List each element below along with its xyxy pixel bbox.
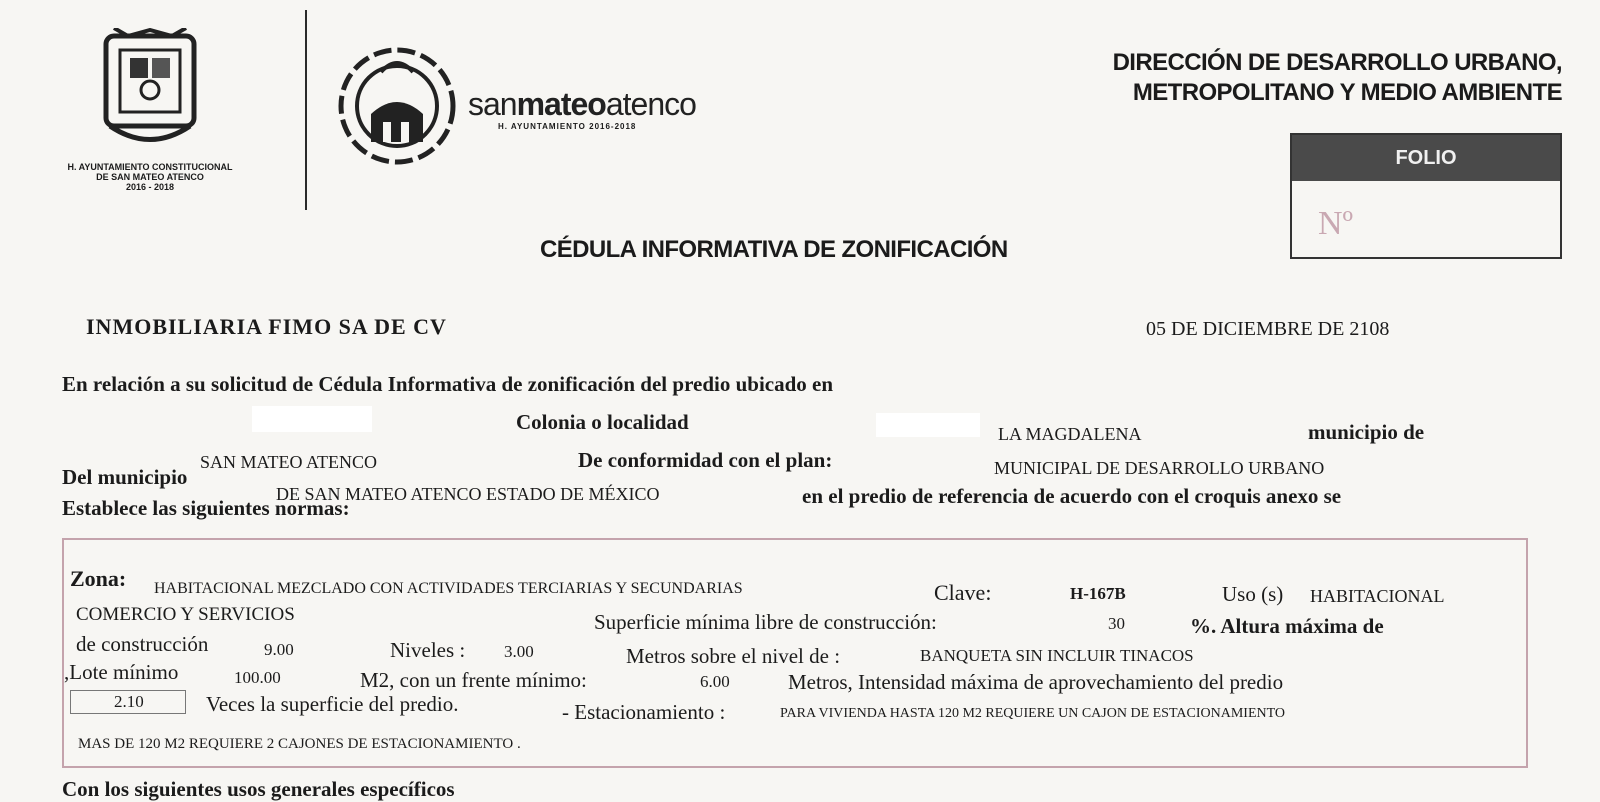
wordmark-subtitle: H. AYUNTAMIENTO 2016-2018 xyxy=(498,122,637,131)
del-municipio-label: Del municipio xyxy=(62,465,188,489)
caption-line: DE SAN MATEO ATENCO xyxy=(96,172,204,182)
frente-value: 6.00 xyxy=(700,672,730,691)
cut-off-text: Con los siguientes usos generales específicos xyxy=(62,777,455,801)
colonia-value: LA MAGDALENA xyxy=(998,424,1142,444)
wordmark-part: mateo xyxy=(516,86,606,122)
veces-label: Veces la superficie del predio. xyxy=(206,692,459,716)
metros-nivel-value: BANQUETA SIN INCLUIR TINACOS xyxy=(920,646,1194,665)
lote-label: ,Lote mínimo xyxy=(64,660,179,684)
predio-text: en el predio de referencia de acuerdo con el croquis anexo se xyxy=(802,484,1342,508)
redaction xyxy=(252,406,372,432)
frente-label: M2, con un frente mínimo: xyxy=(360,668,587,692)
construccion-value: 9.00 xyxy=(264,640,294,659)
colonia-label: Colonia o localidad xyxy=(516,410,689,434)
intro-line: En relación a su solicitud de Cédula Informativa de zonificación del predio ubicado en xyxy=(62,372,834,396)
document-date: 05 DE DICIEMBRE DE 2108 xyxy=(1146,318,1390,340)
department-line: METROPOLITANO Y MEDIO AMBIENTE xyxy=(1132,79,1562,106)
redaction xyxy=(876,413,980,437)
folio-number: Nº xyxy=(1318,205,1354,242)
estacionamiento-label: - Estacionamiento : xyxy=(562,700,726,724)
folio-box xyxy=(1290,133,1562,259)
construccion-label: de construcción xyxy=(76,632,209,656)
establece-text: Establece las siguientes normas: xyxy=(62,496,350,520)
clave-value: H-167B xyxy=(1070,584,1126,603)
zona-label: Zona: xyxy=(70,566,127,591)
veces-value: 2.10 xyxy=(114,692,144,711)
intensidad-label: Metros, Intensidad máxima de aprovechamiento del predio xyxy=(788,670,1284,694)
estacionamiento-value-2: MAS DE 120 M2 REQUIERE 2 CAJONES DE ESTACIONAMIENTO . xyxy=(78,736,521,752)
superficie-value: 30 xyxy=(1108,614,1125,633)
wordmark-part: atenco xyxy=(605,86,696,122)
uso-value: HABITACIONAL xyxy=(1310,586,1445,606)
caption-line: 2016 - 2018 xyxy=(125,182,175,192)
san-mateo-logo-icon xyxy=(335,42,460,170)
altura-label: %. Altura máxima de xyxy=(1190,614,1384,638)
recipient-name: INMOBILIARIA FIMO SA DE CV xyxy=(86,314,447,339)
coat-of-arms-logo xyxy=(100,28,200,146)
metros-nivel-label: Metros sobre el nivel de : xyxy=(626,644,841,668)
folio-label: FOLIO xyxy=(1292,135,1560,181)
uso-label: Uso (s) xyxy=(1222,582,1284,606)
plan-value: MUNICIPAL DE DESARROLLO URBANO xyxy=(994,458,1325,478)
header-divider xyxy=(305,10,307,210)
department-line: DIRECCIÓN DE DESARROLLO URBANO, xyxy=(1112,49,1562,76)
lote-value: 100.00 xyxy=(234,668,281,687)
municipio-value: SAN MATEO ATENCO xyxy=(200,452,378,472)
uso-value-2: COMERCIO Y SERVICIOS xyxy=(76,604,295,625)
department-name xyxy=(1002,48,1562,108)
estacionamiento-value: PARA VIVIENDA HASTA 120 M2 REQUIERE UN CAJON DE ESTACIONAMIENTO xyxy=(780,706,1286,721)
zona-value: HABITACIONAL MEZCLADO CON ACTIVIDADES TERCIARIAS Y SECUNDARIAS xyxy=(154,580,743,597)
del-municipio-value: DE SAN MATEO ATENCO ESTADO DE MÉXICO xyxy=(276,484,660,504)
plan-label: De conformidad con el plan: xyxy=(578,448,833,472)
superficie-label: Superficie mínima libre de construcción: xyxy=(594,610,937,634)
document-title: CÉDULA INFORMATIVA DE ZONIFICACIÓN xyxy=(540,236,1008,263)
ayuntamiento-caption xyxy=(20,162,280,192)
niveles-label: Niveles : xyxy=(390,638,466,662)
niveles-value: 3.00 xyxy=(504,642,534,661)
clave-label: Clave: xyxy=(934,580,992,605)
wordmark-part: san xyxy=(468,86,517,122)
san-mateo-wordmark xyxy=(468,86,696,123)
municipio-label: municipio de xyxy=(1308,420,1425,444)
caption-line: H. AYUNTAMIENTO CONSTITUCIONAL xyxy=(67,162,233,172)
